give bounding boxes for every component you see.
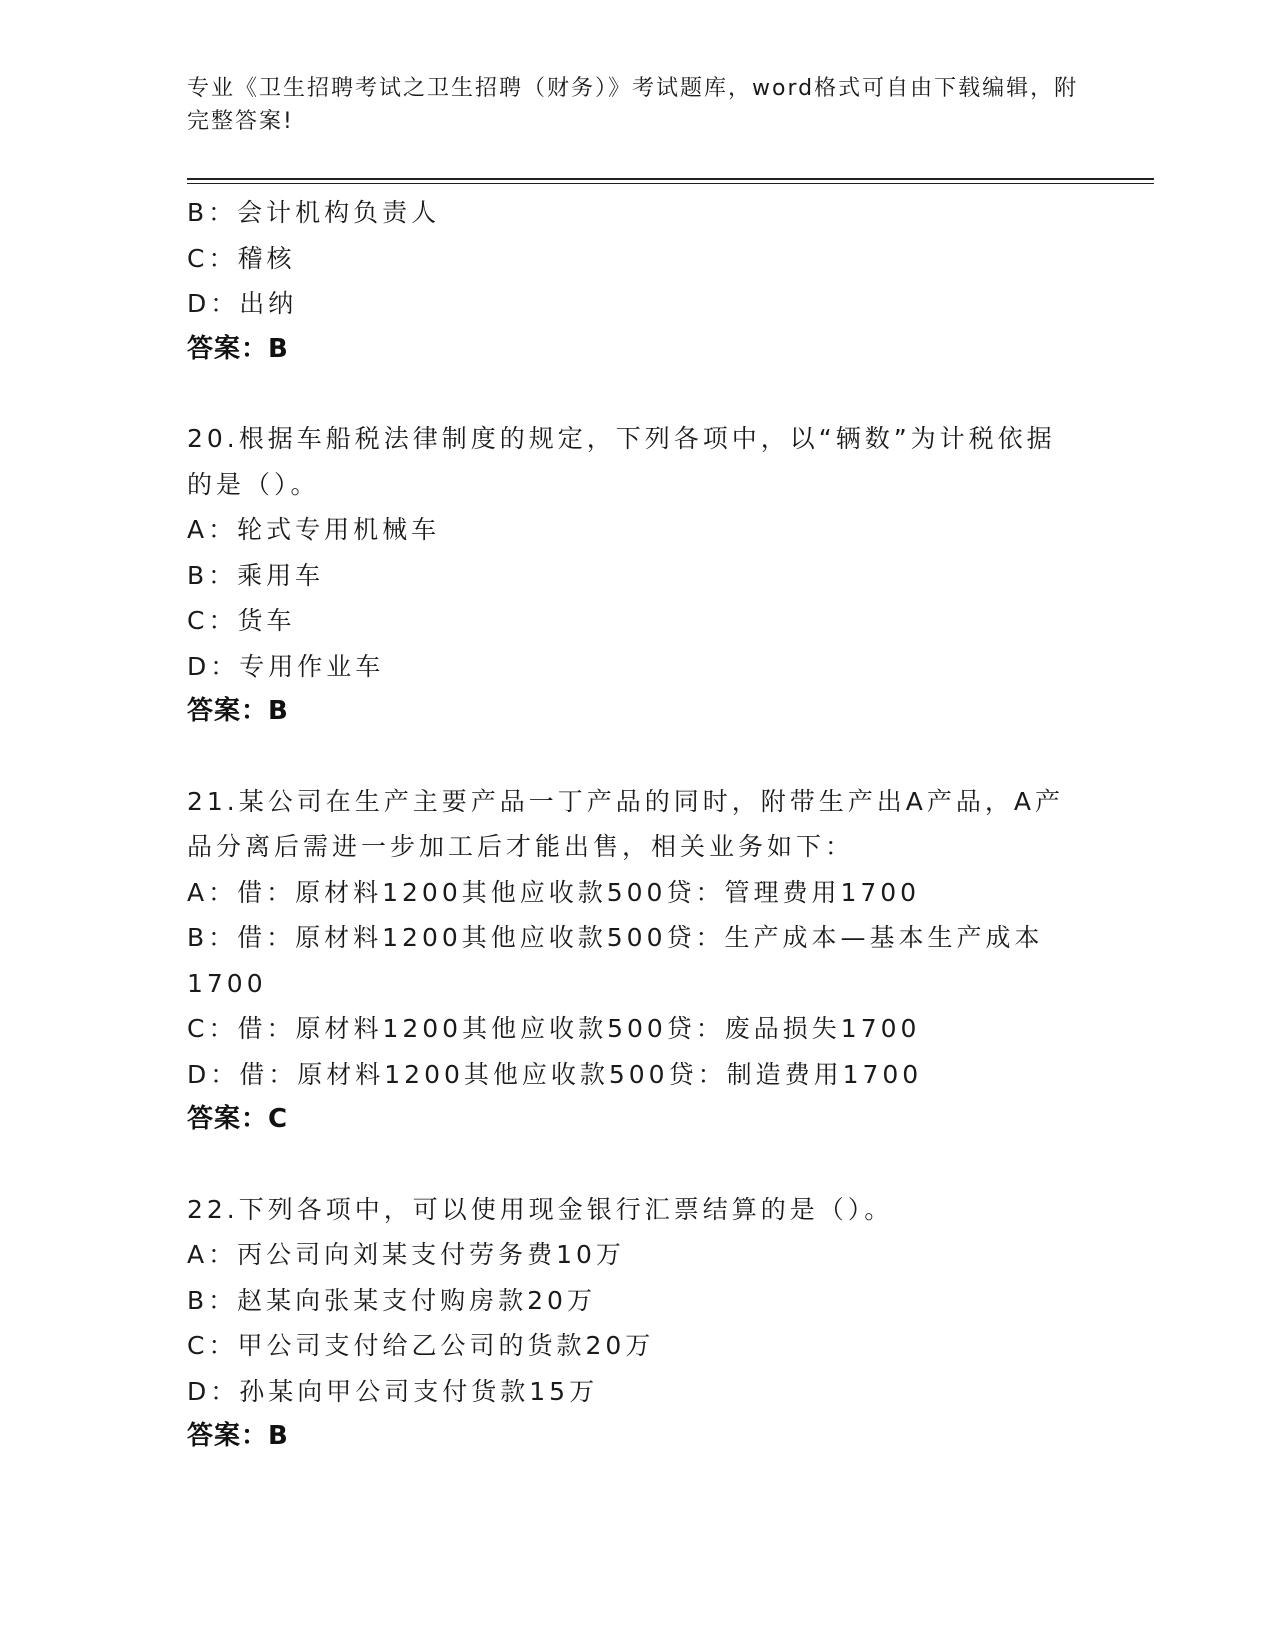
question-stem: 品分离后需进一步加工后才能出售，相关业务如下： [187,832,855,861]
header-rule-thick [187,178,1154,180]
answer: 答案：B [187,1421,289,1451]
option-b: B：乘用车 [187,560,325,590]
question-22 [187,1187,1087,1460]
question-stem: 20.根据车船税法律制度的规定，下列各项中，以“辆数”为计税依据 [187,424,1056,453]
question-stem: 22.下列各项中，可以使用现金银行汇票结算的是（）。 [187,1194,894,1224]
document-header: 专业《卫生招聘考试之卫生招聘（财务）》考试题库，word格式可自由下载编辑，附完整答案! [187,76,1079,134]
option-d: D：出纳 [187,289,298,318]
question-21 [187,779,1087,1143]
question-19-tail [187,190,1087,372]
answer: 答案：B [187,696,289,726]
option-a: A：丙公司向刘某支付劳务费10万 [187,1240,625,1269]
option-a: A：借：原材料1200其他应收款500贷：管理费用1700 [187,877,921,907]
option-c: C：货车 [187,606,296,635]
option-b: B：借：原材料1200其他应收款500贷：生产成本—基本生产成本 [187,923,1044,952]
option-c: C：稽核 [187,243,296,273]
option-c: C：借：原材料1200其他应收款500贷：废品损失1700 [187,1014,921,1043]
document-body [187,190,1087,1460]
option-d: D：借：原材料1200其他应收款500贷：制造费用1700 [187,1059,923,1089]
option-b: B：赵某向张某支付购房款20万 [187,1285,596,1315]
option-a: A：轮式专用机械车 [187,515,441,544]
answer: 答案：C [187,1104,289,1134]
answer: 答案：B [187,333,289,364]
option-d: D：孙某向甲公司支付货款15万 [187,1376,599,1406]
option-b-continued: 1700 [187,968,267,998]
option-b: B：会计机构负责人 [187,198,441,227]
option-d: D：专用作业车 [187,651,385,681]
question-20 [187,416,1087,735]
question-stem: 21.某公司在生产主要产品一丁产品的同时，附带生产出A产品，A产 [187,786,1064,816]
option-c: C：甲公司支付给乙公司的货款20万 [187,1331,655,1360]
question-stem: 的是（）。 [187,469,320,499]
header-rule-thin [187,183,1154,184]
